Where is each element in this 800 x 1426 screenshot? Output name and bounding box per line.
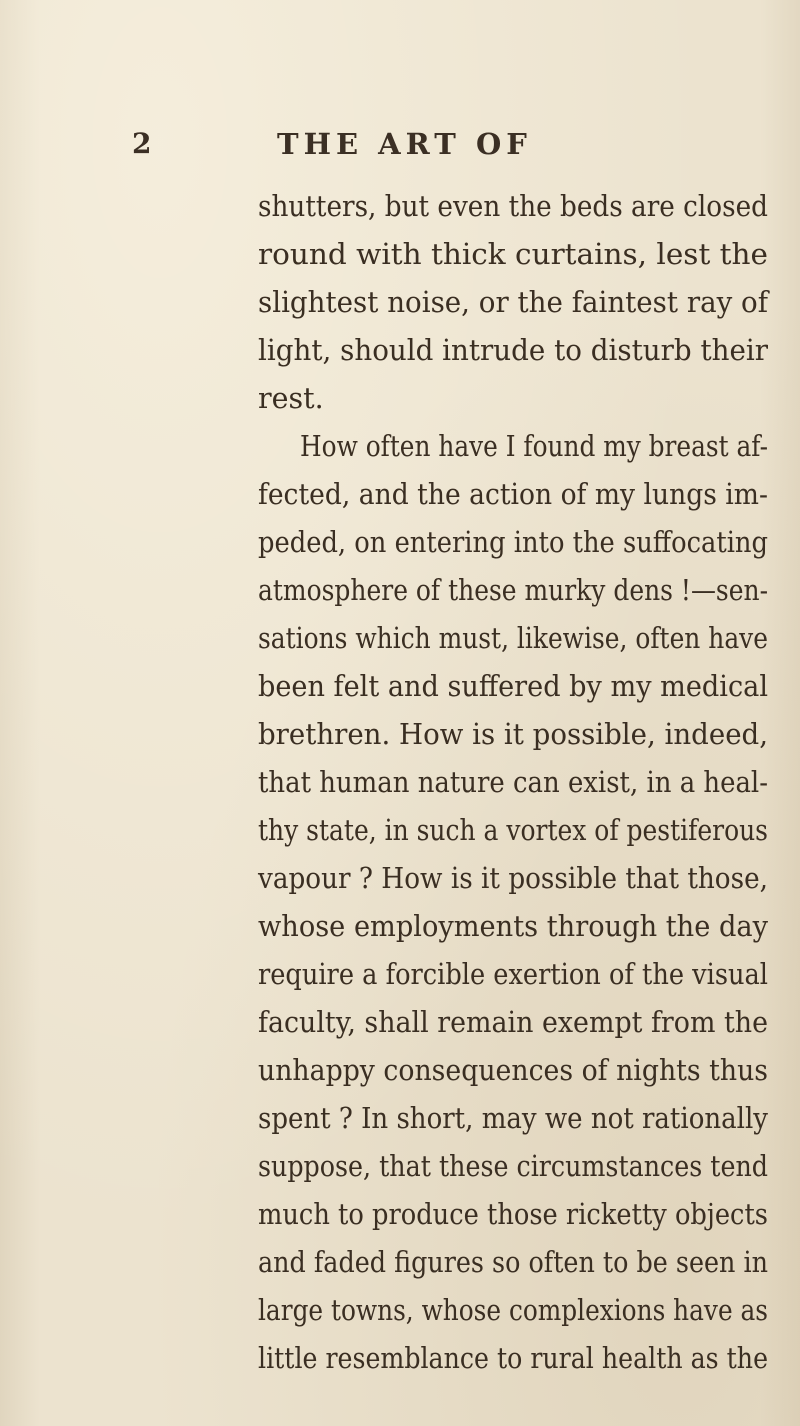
text-line: suppose, that these circumstances tend	[258, 1150, 769, 1183]
text-line: peded, on entering into the suffocating	[258, 526, 769, 559]
page-number: 2	[132, 127, 152, 160]
text-line: much to produce those ricketty objects	[258, 1198, 768, 1231]
text-line: faculty, shall remain exempt from the	[258, 1006, 769, 1039]
text-line: round with thick curtains, lest the	[258, 238, 768, 271]
text-line: large towns, whose complexions have as	[258, 1294, 769, 1327]
text-line: little resemblance to rural health as the	[258, 1342, 769, 1375]
running-head	[132, 128, 632, 168]
text-line: rest.	[258, 382, 324, 415]
text-line: shutters, but even the beds are closed	[258, 190, 768, 223]
text-line: How often have I found my breast af-	[300, 430, 768, 463]
text-line: that human nature can exist, in a heal-	[258, 766, 769, 799]
running-title: THE ART OF	[277, 127, 532, 161]
text-line: thy state, in such a vortex of pestiferous	[258, 814, 769, 847]
text-line: sations which must, likewise, often have	[258, 622, 768, 655]
text-line: unhappy consequences of nights thus	[258, 1054, 769, 1087]
text-line: fected, and the action of my lungs im-	[258, 478, 768, 511]
text-line: and faded figures so often to be seen in	[258, 1246, 769, 1279]
text-line: brethren. How is it possible, indeed,	[258, 718, 769, 751]
text-line: been felt and suffered by my medical	[258, 670, 769, 703]
text-line: whose employments through the day	[258, 910, 768, 943]
text-line: spent ? In short, may we not rationally	[258, 1102, 769, 1135]
text-line: atmosphere of these murky dens !—sen-	[258, 574, 769, 607]
text-line: require a forcible exertion of the visual	[258, 958, 769, 991]
text-line: light, should intrude to disturb their	[258, 334, 768, 367]
text-line: vapour ? How is it possible that those,	[258, 862, 768, 895]
text-line: slightest noise, or the faintest ray of	[258, 286, 768, 319]
